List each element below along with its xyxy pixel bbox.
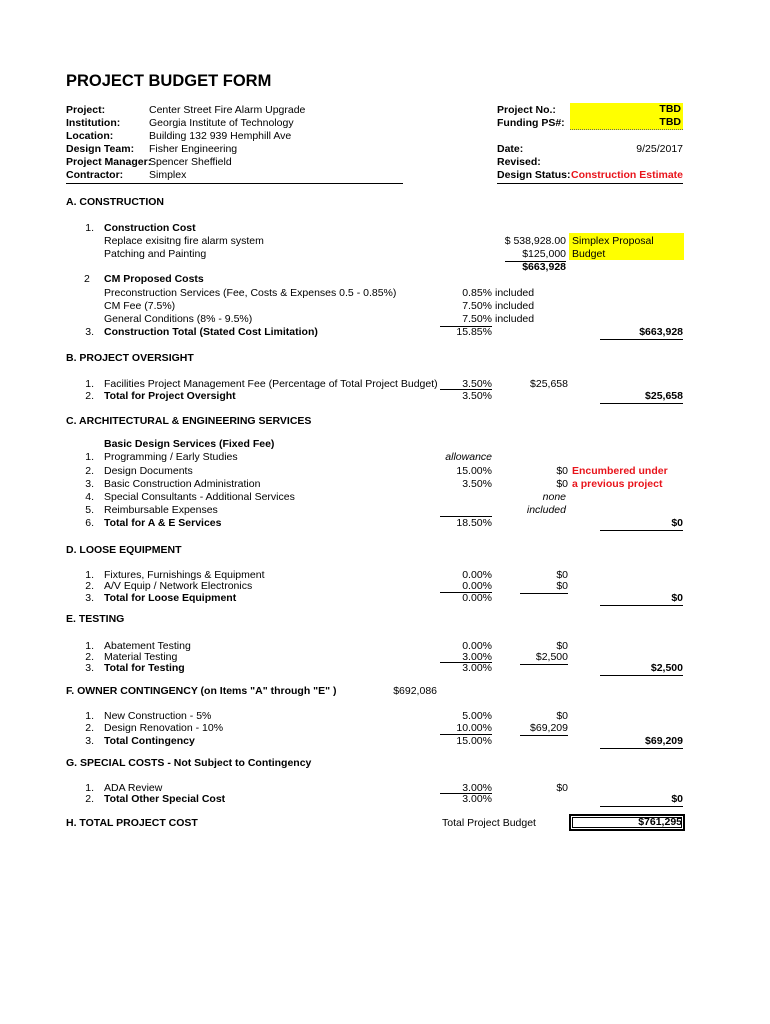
ffe-value: $0 [556,569,568,581]
ae-total-label: Total for A & E Services [104,517,222,529]
av-equip-label: A/V Equip / Network Electronics [104,580,253,592]
total-project-budget-value: $761,295 [638,816,682,828]
total-rule [600,530,683,531]
row-number: 1. [85,378,94,390]
row-number: 2. [85,722,94,734]
project-no-label: Project No.: [497,104,556,116]
encumbered-note-line2: a previous project [572,478,663,490]
preconstruction-pct: 0.85% [462,287,492,299]
design-renovation-value: $69,209 [520,722,568,736]
section-b-heading: B. PROJECT OVERSIGHT [66,352,194,364]
construction-line-1: Replace exisitng fire alarm system [104,235,264,247]
total-rule [600,605,683,606]
section-f-heading: F. OWNER CONTINGENCY (on Items "A" through "E" ) [66,685,337,697]
new-construction-label: New Construction - 5% [104,710,212,722]
funding-value: TBD [570,116,683,130]
construction-total-pct: 15.85% [456,326,492,338]
abatement-testing-value: $0 [556,640,568,652]
contingency-total: $69,209 [645,735,683,747]
special-cost-total: $0 [671,793,683,805]
construction-line-2: Patching and Painting [104,248,207,260]
total-rule [600,748,683,749]
design-status-value: Construction Estimate [570,169,683,181]
row-number: 2. [85,390,94,402]
pm-fee-value: $25,658 [530,378,568,390]
ae-total-pct: 18.50% [456,517,492,529]
row-number: 2 [84,273,90,285]
total-rule [600,806,683,807]
row-number: 3. [85,592,94,604]
construction-admin-value: $0 [556,478,568,490]
new-construction-value: $0 [556,710,568,722]
row-number: 3. [85,662,94,674]
row-number: 3. [85,326,94,338]
project-manager-value: Spencer Sheffield [149,156,232,168]
row-number: 2. [85,793,94,805]
reimbursable-label: Reimbursable Expenses [104,504,218,516]
project-no-value: TBD [570,103,683,117]
row-number: 1. [85,451,94,463]
contractor-label: Contractor: [66,169,124,181]
design-documents-pct: 15.00% [456,465,492,477]
section-e-heading: E. TESTING [66,613,125,625]
special-consultants-value: none [542,491,566,503]
contractor-value: Simplex [149,169,187,181]
row-number: 1. [85,710,94,722]
design-documents-value: $0 [556,465,568,477]
project-manager-label: Project Manager: [66,156,152,168]
cm-fee-pct: 7.50% [462,300,492,312]
total-rule [600,403,683,404]
new-construction-pct: 5.00% [462,710,492,722]
total-rule [600,339,683,340]
row-number: 6. [85,517,94,529]
section-h-heading: H. TOTAL PROJECT COST [66,817,198,829]
material-testing-pct: 3.00% [462,651,492,663]
total-project-budget-label: Total Project Budget [442,817,536,829]
programming-pct: allowance [445,451,492,463]
construction-total: $663,928 [639,326,683,338]
general-conditions-included: included [495,313,535,325]
date-value: 9/25/2017 [636,143,683,155]
design-renovation-label: Design Renovation - 10% [104,722,224,734]
header-left-underline [66,183,403,184]
contingency-base: $692,086 [393,685,437,697]
oversight-total-label: Total for Project Oversight [104,390,236,402]
row-number: 2. [85,580,94,592]
row-number: 1. [85,640,94,652]
design-team-label: Design Team: [66,143,135,155]
institution-label: Institution: [66,117,121,129]
reimbursable-value: included [526,504,566,516]
proposal-note-line2: Budget [572,248,606,260]
location-label: Location: [66,130,114,142]
row-number: 5. [85,504,94,516]
av-equip-value: $0 [520,580,568,594]
institution-value: Georgia Institute of Technology [149,117,294,129]
ada-review-pct: 3.00% [462,782,492,794]
ada-review-label: ADA Review [104,782,163,794]
av-equip-pct: 0.00% [462,580,492,592]
preconstruction-label: Preconstruction Services (Fee, Costs & Expenses 0.5 - 0.85%) [104,287,397,299]
cm-fee-included: included [495,300,535,312]
funding-label: Funding PS#: [497,117,565,129]
design-renovation-pct: 10.00% [456,722,492,734]
page-title: PROJECT BUDGET FORM [66,72,272,90]
construction-amount-2: $125,000 [505,248,566,262]
row-number: 1. [85,569,94,581]
row-number: 1. [85,222,94,234]
general-conditions-label: General Conditions (8% - 9.5%) [104,313,253,325]
loose-equipment-total: $0 [671,592,683,604]
programming-label: Programming / Early Studies [104,451,238,463]
special-consultants-label: Special Consultants - Additional Services [104,491,295,503]
section-d-heading: D. LOOSE EQUIPMENT [66,544,182,556]
project-label: Project: [66,104,106,116]
abatement-testing-pct: 0.00% [462,640,492,652]
ae-total: $0 [671,517,683,529]
testing-total-pct: 3.00% [462,662,492,674]
row-number: 2. [85,651,94,663]
pm-fee-pct: 3.50% [462,378,492,390]
pm-fee-label: Facilities Project Management Fee (Percentage of Total Project Budget) [104,378,438,390]
testing-total: $2,500 [650,662,683,674]
loose-equipment-total-pct: 0.00% [462,592,492,604]
row-number: 2. [85,465,94,477]
contingency-total-pct: 15.00% [456,735,492,747]
ffe-label: Fixtures, Furnishings & Equipment [104,569,265,581]
construction-subtotal: $663,928 [522,261,566,273]
row-number: 3. [85,735,94,747]
date-label: Date: [497,143,524,155]
design-status-label: Design Status: [497,169,571,181]
material-testing-value: $2,500 [520,651,568,665]
basic-design-subheading: Basic Design Services (Fixed Fee) [104,438,275,450]
construction-cost-label: Construction Cost [104,222,196,234]
contingency-total-label: Total Contingency [104,735,195,747]
abatement-testing-label: Abatement Testing [104,640,191,652]
project-value: Center Street Fire Alarm Upgrade [149,104,306,116]
ada-review-value: $0 [556,782,568,794]
design-team-value: Fisher Engineering [149,143,238,155]
material-testing-label: Material Testing [104,651,178,663]
oversight-total-pct: 3.50% [462,390,492,402]
row-number: 1. [85,782,94,794]
ffe-pct: 0.00% [462,569,492,581]
loose-equipment-total-label: Total for Loose Equipment [104,592,237,604]
construction-admin-label: Basic Construction Administration [104,478,261,490]
preconstruction-included: included [495,287,535,299]
special-cost-total-label: Total Other Special Cost [104,793,226,805]
row-number: 3. [85,478,94,490]
construction-total-label: Construction Total (Stated Cost Limitation) [104,326,318,338]
section-g-heading: G. SPECIAL COSTS - Not Subject to Contingency [66,757,312,769]
section-c-heading: C. ARCHITECTURAL & ENGINEERING SERVICES [66,415,312,427]
testing-total-label: Total for Testing [104,662,185,674]
design-documents-label: Design Documents [104,465,193,477]
cm-fee-label: CM Fee (7.5%) [104,300,176,312]
row-number: 4. [85,491,94,503]
cm-costs-label: CM Proposed Costs [104,273,204,285]
construction-amount-1: $ 538,928.00 [504,235,566,247]
general-conditions-pct: 7.50% [440,313,492,327]
header-right-underline [497,183,683,184]
location-value: Building 132 939 Hemphill Ave [149,130,292,142]
proposal-note-line1: Simplex Proposal [572,235,654,247]
total-rule [600,675,683,676]
oversight-total: $25,658 [645,390,683,402]
special-cost-total-pct: 3.00% [462,793,492,805]
construction-admin-pct: 3.50% [462,478,492,490]
encumbered-note-line1: Encumbered under [572,465,668,477]
section-a-heading: A. CONSTRUCTION [66,196,164,208]
revised-label: Revised: [497,156,541,168]
pct-rule [440,389,492,390]
